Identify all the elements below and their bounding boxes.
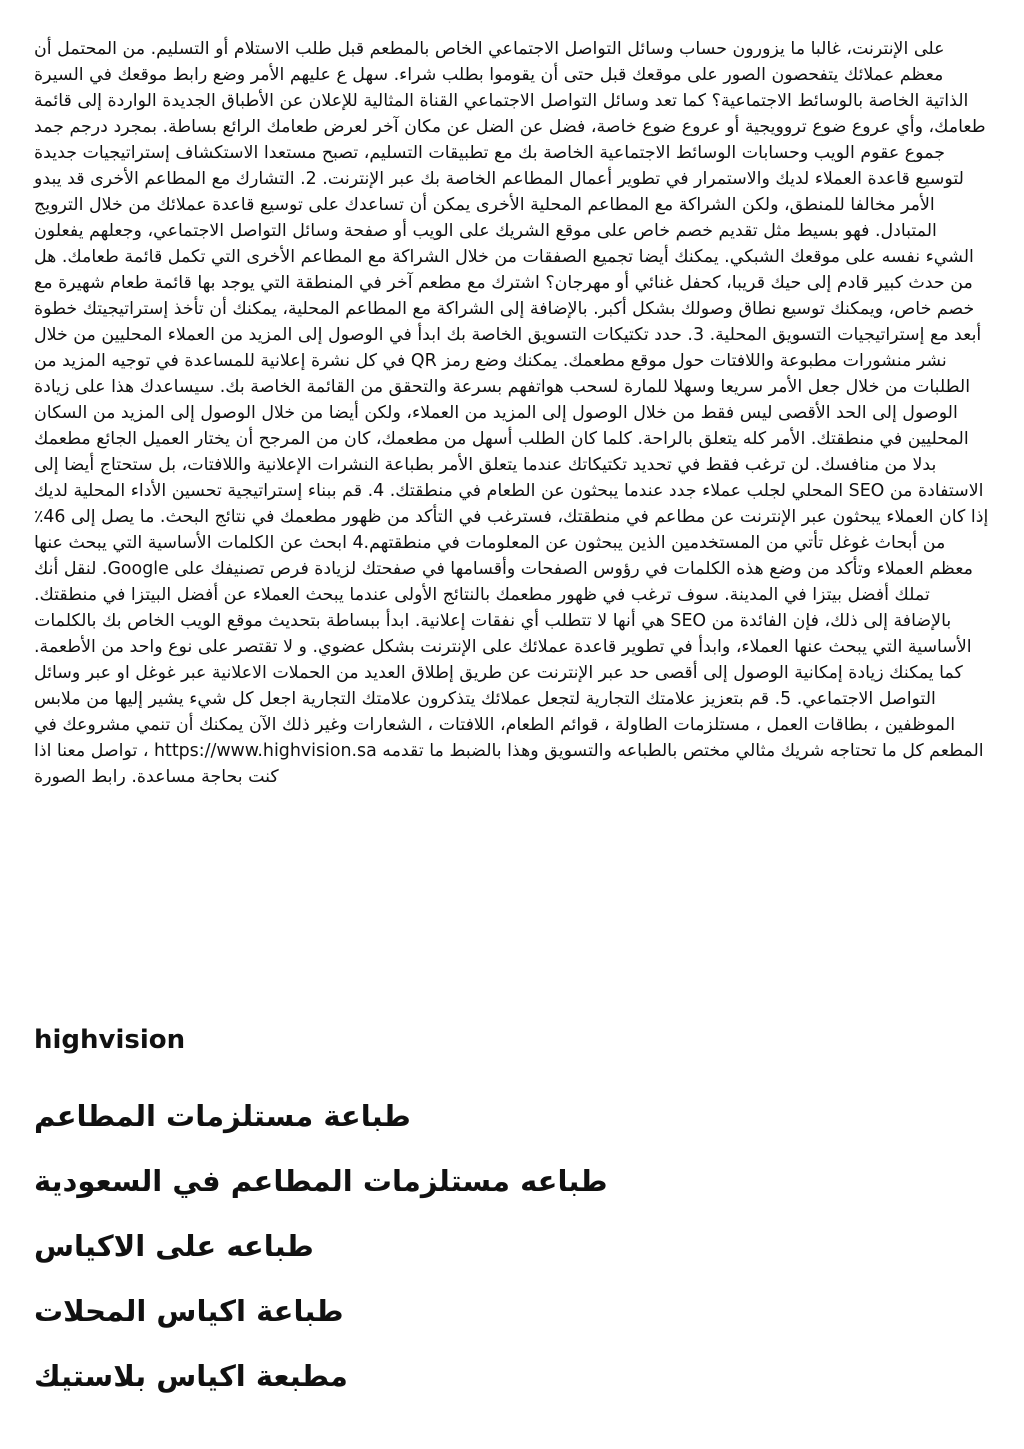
tag-link[interactable]: مطبعة اكياس بلاستيك [34,1359,348,1393]
brand-name[interactable]: highvision [34,1025,186,1055]
tag-link[interactable]: طباعه على الاكياس [34,1229,314,1263]
tag-link[interactable]: طباعة اكياس المحلات [34,1294,344,1328]
article-body [34,36,990,790]
tag-link[interactable]: طباعه مستلزمات المطاعم في السعودية [34,1164,608,1198]
tag-list [34,1020,990,1421]
article-paragraph: على الإنترنت، غالبا ما يزورون حساب وسائل التواصل الاجتماعي الخاص بالمطعم قبل طلب الاستلام أو التسليم. من المحتمل أن معظم عملائك يتفحصون الصور على موقعك قبل حتى أن يقوموا بطلب شراء. سهل ع عليهم الأمر وضع رابط موقعك في السيرة الذاتية الخاصة بالوسائط الاجتماعية؟ كما تعد وسائل التواصل الاجتماعي القناة المثالية للإعلان عن الأطباق الجديدة الواردة إلى قائمة طعامك، وأي عروع ضوع تروويجية أو عروع ضوع خاصة، فضل عن الضل عن مكان آخر لعرض طعامك الرائع بساطة. بمجرد درجم جمد جموع عقوم الويب وحسابات الوسائط الاجتماعية الخاصة بك مع تطبيقات التسليم، تصبح مستعدا الاستكشاف إستراتيجيات جديدة لتوسيع قاعدة العملاء لديك والاستمرار في تطوير أعمال المطاعم الخاصة بك عبر الإنترنت. 2. التشارك مع المطاعم الأخرى قد يبدو الأمر مخالفا للمنطق، ولكن الشراكة مع المطاعم المحلية الأخرى يمكن أن تساعدك على توسيع قاعدة عملائك من خلال الترويج المتبادل. فهو بسيط مثل تقديم خصم خاص على موقع الشريك على الويب أو صفحة وسائل التواصل الاجتماعي، وجعلهم يفعلون الشيء نفسه على موقعك الشبكي. يمكنك أيضا تجميع الصفقات من خلال الشراكة مع المطاعم الأخرى التي تكمل قائمة طعامك. هل من حدث كبير قادم إلى حيك قريبا، كحفل غنائي أو مهرجان؟ اشترك مع مطعم آخر في المنطقة التي يوجد بها قائمة طعام شهيرة مع خصم خاص، ويمكنك توسيع نطاق وصولك بشكل أكبر. بالإضافة إلى الشراكة مع المطاعم المحلية، يمكنك أن تأخذ إستراتيجيتك خطوة أبعد مع إستراتيجيات التسويق المحلية. 3. حدد تكتيكات التسويق الخاصة بك ابدأ في الوصول إلى المزيد من العملاء المحليين من خلال نشر منشورات مطبوعة واللافتات حول موقع مطعمك. يمكنك وضع رمز QR في كل نشرة إعلانية للمساعدة في توجيه المزيد من الطلبات من خلال جعل الأمر سريعا وسهلا للمارة لسحب هواتفهم بسرعة والتحقق من القائمة الخاصة بك. سيساعدك هذا على زيادة الوصول إلى الحد الأقصى ليس فقط من خلال الوصول إلى المزيد من العملاء، ولكن أيضا من خلال الوصول إلى المزيد من السكان المحليين في منطقتك. الأمر كله يتعلق بالراحة. كلما كان الطلب أسهل من مطعمك، كان من المرجح أن يختار العميل الجائع مطعمك بدلا من منافسك. لن ترغب فقط في تحديد تكتيكاتك عندما يتعلق الأمر بطباعة النشرات الإعلانية واللافتات، بل ستحتاج أيضا إلى الاستفادة من SEO المحلي لجلب عملاء جدد عندما يبحثون عن الطعام في منطقتك. 4. قم ببناء إستراتيجية تحسين الأداء المحلية لديك إذا كان العملاء يبحثون عبر الإنترنت عن مطاعم في منطقتك، فسترغب في التأكد من ظهور مطعمك في نتائج البحث. ما يصل إلى 46٪ من أبحاث غوغل تأتي من المستخدمين الذين يبحثون عن المعلومات في منطقتهم.4 ابحث عن الكلمات الأساسية التي يبحث عنها معظم العملاء وتأكد من وضع هذه الكلمات في رؤوس الصفحات وأقسامها في صفحتك لزيادة فرص تصنيفك على Google. لنقل أنك تملك أفضل بيتزا في المدينة. سوف ترغب في ظهور مطعمك بالنتائج الأولى عندما يبحث العملاء عن أفضل البيتزا في منطقتك. بالإضافة إلى ذلك، فإن الفائدة من SEO هي أنها لا تتطلب أي نفقات إعلانية. ابدأ ببساطة بتحديث موقع الويب الخاص بك بالكلمات الأساسية التي يبحث عنها العملاء، وابدأ في تطوير قاعدة عملائك على الإنترنت بشكل عضوي. و لا تقتصر على نوع واحد من الأطعمة. كما يمكنك زيادة إمكانية الوصول إلى أقصى حد عبر الإنترنت عن طريق إطلاق العديد من الحملات الاعلانية عبر غوغل او عبر وسائل التواصل الاجتماعي. 5. قم بتعزيز علامتك التجارية لتجعل عملائك يتذكرون علامتك التجارية اجعل كل شيء يشير إليها من ملابس الموظفين ، بطاقات العمل ، مستلزمات الطاولة ، قوائم الطعام، اللافتات ، الشعارات وغير ذلك الآن يمكنك أن تنمي مشروعك في المطعم كل ما تحتاجه شريك مثالي مختص بالطباعه والتسويق وهذا بالضبط ما تقدمه https://www.highvision.sa ، تواصل معنا اذا كنت بحاجة مساعدة. رابط الصورة [34,39,989,787]
tag-link[interactable]: طباعة مستلزمات المطاعم [34,1099,411,1133]
